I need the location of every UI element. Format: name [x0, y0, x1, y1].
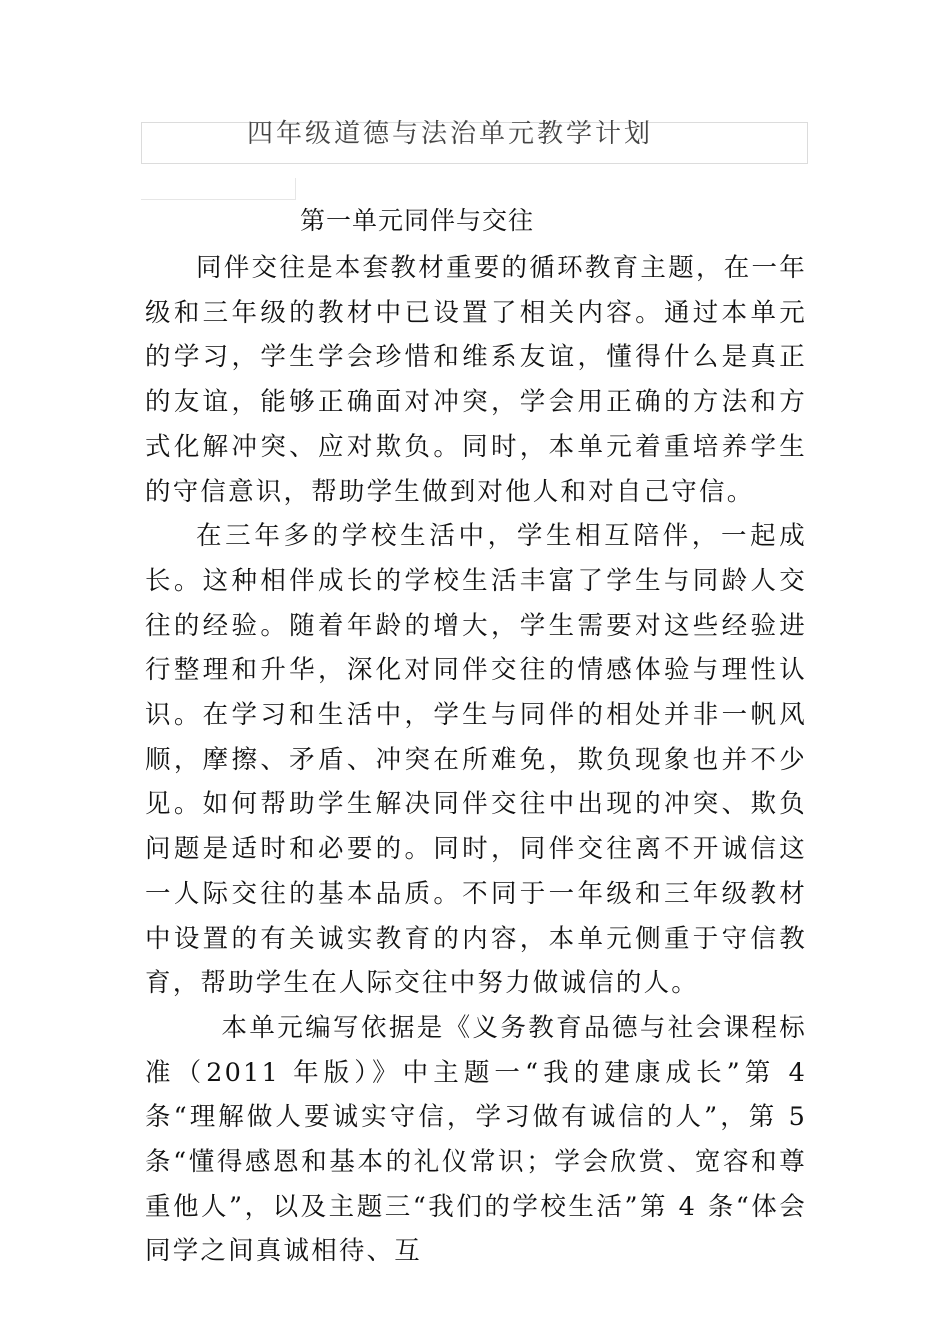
paragraph-3: 本单元编写依据是《义务教育品德与社会课程标准（2011 年版）》中主题一“我的建康成长”第 4 条“理解做人要诚实守信，学习做有诚信的人”，第 5 条“懂得感恩和基本的礼仪常识；学会欣赏、宽容和尊重他人”，以及主题三“我们的学校生活”第 4 条“体会同学之间真诚相待、互 [145, 1012, 807, 1267]
document-title-text: 四年级道德与法治单元教学计划 [246, 119, 653, 149]
unit-heading: 第一单元同伴与交往 [300, 206, 535, 235]
header-divider [141, 178, 296, 200]
paragraph-1: 同伴交往是本套教材重要的循环教育主题，在一年级和三年级的教材中已设置了相关内容。通过本单元的学习，学生学会珍惜和维系友谊，懂得什么是真正的友谊，能够正确面对冲突，学会用正确的方法和方式化解冲突、应对欺负。同时，本单元着重培养学生的守信意识，帮助学生做到对他人和对自己守信。 [145, 253, 807, 507]
document-title [0, 118, 950, 150]
document-body [145, 246, 807, 1274]
paragraph-2: 在三年多的学校生活中，学生相互陪伴，一起成长。这种相伴成长的学校生活丰富了学生与同龄人交往的经验。随着年龄的增大，学生需要对这些经验进行整理和升华，深化对同伴交往的情感体验与理性认识。在学习和生活中，学生与同伴的相处并非一帆风顺，摩擦、矛盾、冲突在所难免，欺负现象也并不少见。如何帮助学生解决同伴交往中出现的冲突、欺负问题是适时和必要的。同时，同伴交往离不开诚信这一人际交往的基本品质。不同于一年级和三年级教材中设置的有关诚实教育的内容，本单元侧重于守信教育，帮助学生在人际交往中努力做诚信的人。 [145, 521, 807, 999]
